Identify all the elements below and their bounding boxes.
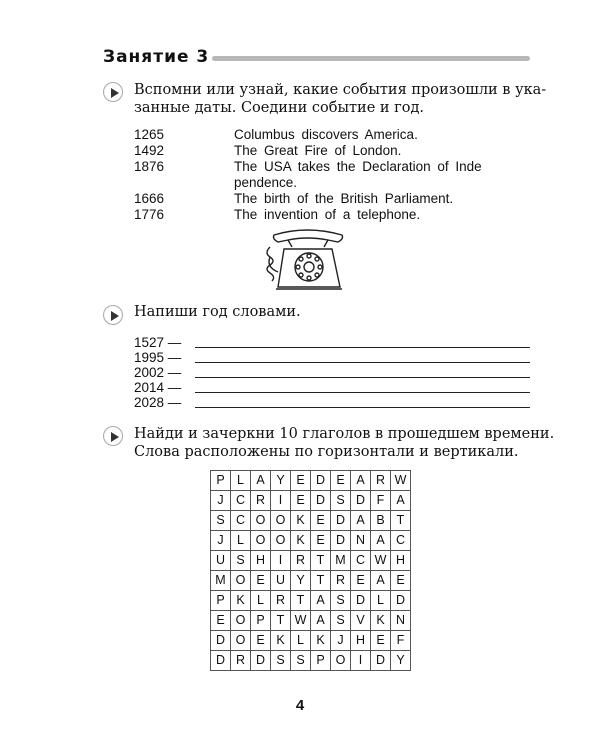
grid-row — [211, 591, 411, 611]
grid-cell[interactable]: Y — [291, 571, 311, 591]
grid-cell[interactable]: A — [371, 571, 391, 591]
grid-cell[interactable]: P — [211, 591, 231, 611]
grid-cell[interactable]: E — [291, 491, 311, 511]
grid-cell[interactable]: A — [371, 531, 391, 551]
grid-cell[interactable]: R — [251, 491, 271, 511]
grid-cell[interactable]: E — [391, 571, 411, 591]
grid-cell[interactable]: H — [391, 551, 411, 571]
grid-cell[interactable]: O — [231, 611, 251, 631]
grid-cell[interactable]: R — [271, 591, 291, 611]
grid-cell[interactable]: A — [251, 471, 271, 491]
grid-cell[interactable]: L — [251, 591, 271, 611]
grid-cell[interactable]: M — [211, 571, 231, 591]
write-line[interactable] — [195, 392, 530, 393]
write-line[interactable] — [195, 362, 530, 363]
grid-cell[interactable]: S — [291, 651, 311, 671]
grid-cell[interactable]: R — [291, 551, 311, 571]
grid-cell[interactable]: I — [271, 491, 291, 511]
grid-cell[interactable]: N — [351, 531, 371, 551]
event-item: pendence. — [234, 175, 298, 190]
grid-cell[interactable]: C — [351, 551, 371, 571]
grid-cell[interactable]: E — [331, 471, 351, 491]
grid-cell[interactable]: E — [251, 631, 271, 651]
date-item: 1776 — [134, 207, 165, 222]
rotary-telephone-icon — [262, 227, 352, 302]
grid-cell[interactable]: E — [251, 571, 271, 591]
grid-cell[interactable]: T — [271, 611, 291, 631]
grid-cell[interactable]: H — [351, 631, 371, 651]
grid-cell[interactable]: T — [311, 551, 331, 571]
grid-cell[interactable]: O — [251, 511, 271, 531]
task1-instruction-line: занные даты. Соедини событие и год. — [134, 100, 425, 116]
year-label: 1995 — — [134, 350, 182, 365]
grid-cell[interactable]: W — [371, 551, 391, 571]
grid-cell[interactable]: D — [351, 591, 371, 611]
date-item: 1666 — [134, 191, 165, 206]
event-item: The USA takes the Declaration of Inde — [234, 159, 482, 174]
write-line[interactable] — [195, 347, 530, 348]
grid-cell[interactable]: M — [331, 551, 351, 571]
grid-cell[interactable]: D — [211, 631, 231, 651]
event-item: The invention of a telephone. — [234, 207, 421, 222]
grid-cell[interactable]: O — [231, 571, 251, 591]
grid-cell[interactable]: O — [331, 651, 351, 671]
grid-cell[interactable]: E — [311, 511, 331, 531]
event-item: The birth of the British Parliament. — [234, 191, 454, 206]
grid-cell[interactable]: D — [311, 471, 331, 491]
grid-cell[interactable]: U — [211, 551, 231, 571]
grid-cell[interactable]: K — [271, 631, 291, 651]
grid-cell[interactable]: T — [391, 511, 411, 531]
grid-cell[interactable]: L — [371, 591, 391, 611]
grid-cell[interactable]: I — [351, 651, 371, 671]
grid-cell[interactable]: K — [291, 511, 311, 531]
grid-row — [211, 631, 411, 651]
grid-cell[interactable]: K — [231, 591, 251, 611]
grid-cell[interactable]: A — [351, 471, 371, 491]
grid-cell[interactable]: A — [311, 591, 331, 611]
grid-cell[interactable]: R — [371, 471, 391, 491]
grid-cell[interactable]: H — [251, 551, 271, 571]
year-label: 2002 — — [134, 365, 182, 380]
grid-cell[interactable]: O — [251, 531, 271, 551]
event-item: The Great Fire of London. — [234, 143, 402, 158]
grid-cell[interactable]: F — [371, 491, 391, 511]
grid-cell[interactable]: K — [291, 531, 311, 551]
task3-instruction — [134, 425, 555, 461]
grid-cell[interactable]: W — [291, 611, 311, 631]
grid-cell[interactable]: E — [351, 571, 371, 591]
year-label: 2028 — — [134, 395, 182, 410]
grid-cell[interactable]: O — [231, 631, 251, 651]
task1-instruction — [134, 81, 547, 117]
grid-cell[interactable]: F — [391, 631, 411, 651]
grid-row — [211, 491, 411, 511]
grid-cell[interactable]: J — [211, 491, 231, 511]
grid-cell[interactable]: C — [391, 531, 411, 551]
grid-cell[interactable]: L — [231, 471, 251, 491]
grid-row — [211, 511, 411, 531]
grid-row — [211, 571, 411, 591]
grid-cell[interactable]: S — [331, 591, 351, 611]
page-number: 4 — [295, 697, 305, 714]
word-search-grid — [210, 470, 411, 671]
grid-cell[interactable]: E — [211, 611, 231, 631]
grid-cell[interactable]: L — [291, 631, 311, 651]
grid-cell[interactable]: Y — [391, 651, 411, 671]
grid-cell[interactable]: Y — [271, 471, 291, 491]
grid-cell[interactable]: T — [291, 591, 311, 611]
grid-cell[interactable]: D — [351, 491, 371, 511]
year-label: 1527 — — [134, 335, 182, 350]
grid-cell[interactable]: S — [271, 651, 291, 671]
grid-cell[interactable]: N — [391, 611, 411, 631]
grid-cell[interactable]: K — [371, 611, 391, 631]
grid-cell[interactable]: V — [351, 611, 371, 631]
grid-cell[interactable]: E — [371, 631, 391, 651]
grid-cell[interactable]: D — [371, 651, 391, 671]
grid-cell[interactable]: A — [391, 491, 411, 511]
play-bullet-icon — [103, 82, 123, 102]
grid-cell[interactable]: K — [311, 631, 331, 651]
grid-cell[interactable]: D — [311, 491, 331, 511]
grid-cell[interactable]: P — [211, 471, 231, 491]
grid-cell[interactable]: T — [311, 571, 331, 591]
year-label: 2014 — — [134, 380, 182, 395]
grid-cell[interactable]: D — [251, 651, 271, 671]
grid-cell[interactable]: W — [391, 471, 411, 491]
grid-cell[interactable]: R — [231, 651, 251, 671]
dates-events-list — [134, 127, 534, 227]
write-line[interactable] — [195, 377, 530, 378]
grid-cell[interactable]: I — [271, 551, 291, 571]
task2-instruction: Напиши год словами. — [134, 304, 301, 320]
grid-row — [211, 531, 411, 551]
write-line[interactable] — [195, 407, 530, 408]
grid-cell[interactable]: D — [391, 591, 411, 611]
grid-cell[interactable]: S — [231, 551, 251, 571]
grid-cell[interactable]: J — [211, 531, 231, 551]
grid-cell[interactable]: D — [331, 531, 351, 551]
grid-cell[interactable]: P — [311, 651, 331, 671]
grid-row — [211, 611, 411, 631]
task3-instruction-line: Слова расположены по горизонтали и вертикали. — [134, 444, 519, 460]
grid-cell[interactable]: B — [371, 511, 391, 531]
grid-cell[interactable]: C — [231, 511, 251, 531]
grid-cell[interactable]: E — [311, 531, 331, 551]
date-item: 1265 — [134, 127, 165, 142]
year-writing-list — [0, 335, 600, 415]
task3-instruction-line: Найди и зачеркни 10 глаголов в прошедшем времени. — [134, 426, 555, 442]
grid-row — [211, 551, 411, 571]
date-item: 1876 — [134, 159, 165, 174]
grid-cell[interactable]: S — [211, 511, 231, 531]
grid-cell[interactable]: P — [251, 611, 271, 631]
event-item: Columbus discovers America. — [234, 127, 418, 142]
play-bullet-icon — [103, 426, 123, 446]
title-rule — [212, 56, 530, 61]
task1-instruction-line: Вспомни или узнай, какие события произошли в ука- — [134, 82, 547, 98]
grid-cell[interactable]: R — [331, 571, 351, 591]
grid-cell[interactable]: S — [331, 611, 351, 631]
grid-row — [211, 651, 411, 671]
grid-cell[interactable]: J — [331, 631, 351, 651]
grid-cell[interactable]: O — [271, 531, 291, 551]
grid-cell[interactable]: L — [231, 531, 251, 551]
grid-cell[interactable]: O — [271, 511, 291, 531]
grid-cell[interactable]: C — [231, 491, 251, 511]
date-item: 1492 — [134, 143, 165, 158]
grid-cell[interactable]: A — [351, 511, 371, 531]
grid-cell[interactable]: S — [331, 491, 351, 511]
lesson-title: Занятие 3 — [103, 47, 210, 67]
grid-cell[interactable]: A — [311, 611, 331, 631]
grid-cell[interactable]: E — [291, 471, 311, 491]
grid-cell[interactable]: D — [211, 651, 231, 671]
play-bullet-icon — [103, 305, 123, 325]
grid-cell[interactable]: U — [271, 571, 291, 591]
grid-row — [211, 471, 411, 491]
grid-cell[interactable]: D — [331, 511, 351, 531]
